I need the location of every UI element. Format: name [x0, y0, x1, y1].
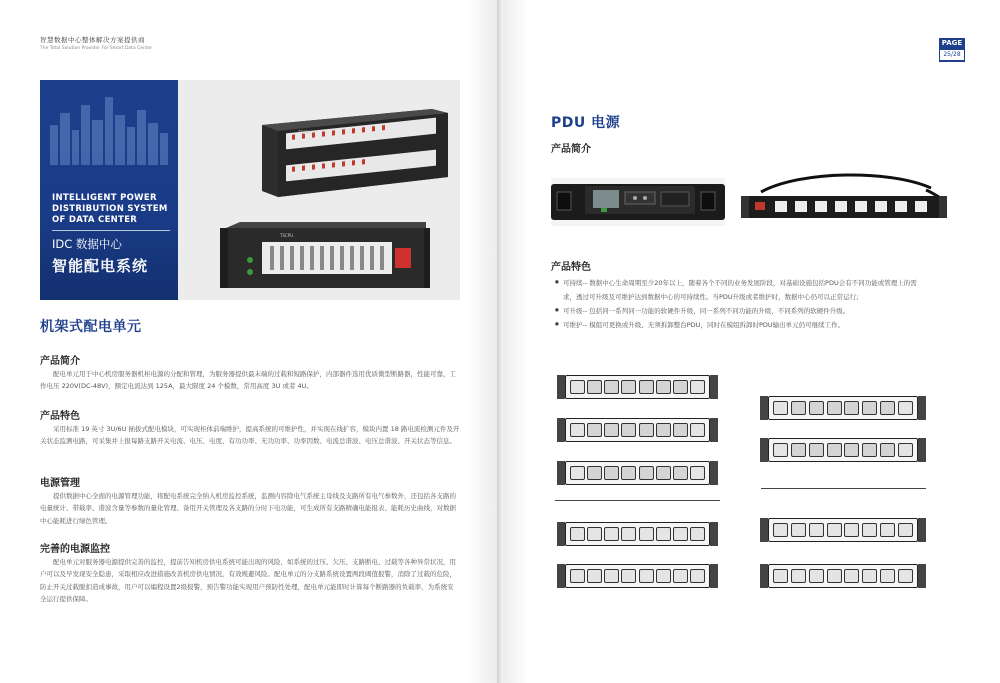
hero-title-en: INTELLIGENT POWER DISTRIBUTION SYSTEM OF DATA CENTER	[52, 193, 168, 225]
feature-item: ● 可持续-- 数据中心生命周期至少20年以上，随着各个不同的业务发展阶段，对基础设施包括PDU会有不同功能或管理上的需 求，透过可升级及可维护达到数据中心的可持续性。当PDU升级或者维护时，数据中心仍可以正常运行；	[555, 276, 955, 304]
section-heading: 电源管理	[40, 478, 80, 489]
feature-item: ● 可维护-- 模组可更换或升级、无须拆卸整台PDU，同时在模组拆卸时PDU输出单元仍可继续工作。	[555, 318, 955, 332]
brand-slogan-cn: 智慧数据中心整体解决方案提供商	[40, 36, 145, 44]
hero-divider	[52, 230, 170, 231]
page-title: PDU 电源	[551, 115, 621, 131]
brand-slogan-en: The Total Solution Provider For Smart Data Center	[40, 46, 153, 51]
pdu-diagram-national-std-4	[768, 564, 918, 588]
section-heading: 产品简介	[40, 356, 80, 367]
section-body: 提供数据中心全面的电源管理功能，将配电系统完全纳入机房监控系统，监测内容除电气系统主母线及支路所有电气参数外，还包括各支路的电量统计、带载率、谐波含量等参数的量化管理、备用开关管理及各支路的分时下电功能，可生成所有支路精确电能报表、能耗历史曲线，对数据中心能耗进行绿色管理。	[40, 492, 456, 525]
pdu-diagram-c13	[565, 375, 710, 399]
right-page	[503, 0, 1000, 683]
section-body: 采用标准 19 英寸 3U/6U 插拔式配电模块，可实现柜体前端维护，提高系统的可维护性，并实现在线扩容，模块内置 18 路电流检测元件及开关状态监测电路，可采集并上报每路支路开关电流、电压、电度、有功功率、无功功率、功率因数、电流总谐波、电压总谐波、开关状态等信息。	[40, 425, 460, 446]
svg-text:TSCPU: TSCPU	[298, 130, 312, 135]
hero-title-cn-2: 智能配电系统	[52, 257, 149, 275]
page-number-badge: PAGE 25/28	[939, 38, 965, 62]
pdu-diagram-national-std-2	[565, 564, 710, 588]
city-skyline-icon	[40, 85, 178, 165]
feature-list	[555, 276, 955, 332]
pdu-diagram-national-std	[565, 522, 710, 546]
pdu-diagram-national-std-3	[768, 518, 918, 542]
pdu-diagram-c13-meter	[565, 418, 710, 442]
section-heading: 产品特色	[40, 411, 80, 422]
divider-line	[555, 500, 720, 501]
section-heading: 完善的电源监控	[40, 544, 110, 555]
pdu-closeup-image	[551, 178, 725, 226]
pdu-diagram-mixed	[768, 396, 918, 420]
pdu-diagram-mixed-2	[768, 438, 918, 462]
svg-text:TSCPU: TSCPU	[280, 233, 294, 238]
hero-blue-panel	[40, 80, 178, 300]
pdu-strip-photo-image	[741, 170, 951, 230]
feature-item: ● 可升级-- 包括同一系列同一功能的软硬件升级，同一系列不同功能的升级，不同系列的软硬件升级。	[555, 304, 955, 318]
section-heading: 产品简介	[551, 144, 591, 155]
section-body: 配电单元用于中心机房服务器机柜电源的分配和管理，为服务器提供最末端的过载和短路保护，内部器件选用优质微型断路器，性能可靠，工作电压 220V(DC-48V)，额定电流达到 125A，最大限度 24 个模数，常用高度 3U 或者 4U。	[40, 370, 456, 391]
section-body: 配电单元对服务器电源提供完善的监控，提前告知机房供电系统可能出现的风险，如系统的过压、欠压、支路断电、过载等各种异常状况，用户可以及早发现安全隐患，采取相应改进措施改善机房供电情况，有效规避风险。配电单元的分支路系统设置两段阈值报警，消除了过载的危险，防止开关过载脱扣造成事故，用户可以编程设置2级报警，预告警功能实现用户预防性处理，配电单元能即时计算每个断路器的负载率，为系统安全运行提供保障。	[40, 558, 456, 603]
section-heading: 产品特色	[551, 262, 591, 273]
page-title: 机架式配电单元	[40, 319, 142, 335]
rack-distribution-unit-3u-image	[220, 220, 430, 292]
pdu-diagram-c19	[565, 461, 710, 485]
hero-banner	[40, 80, 460, 300]
rack-distribution-unit-6u-image	[252, 105, 452, 205]
hero-title-cn-1: IDC 数据中心	[52, 237, 122, 251]
divider-line	[761, 488, 926, 489]
left-page	[0, 0, 497, 683]
